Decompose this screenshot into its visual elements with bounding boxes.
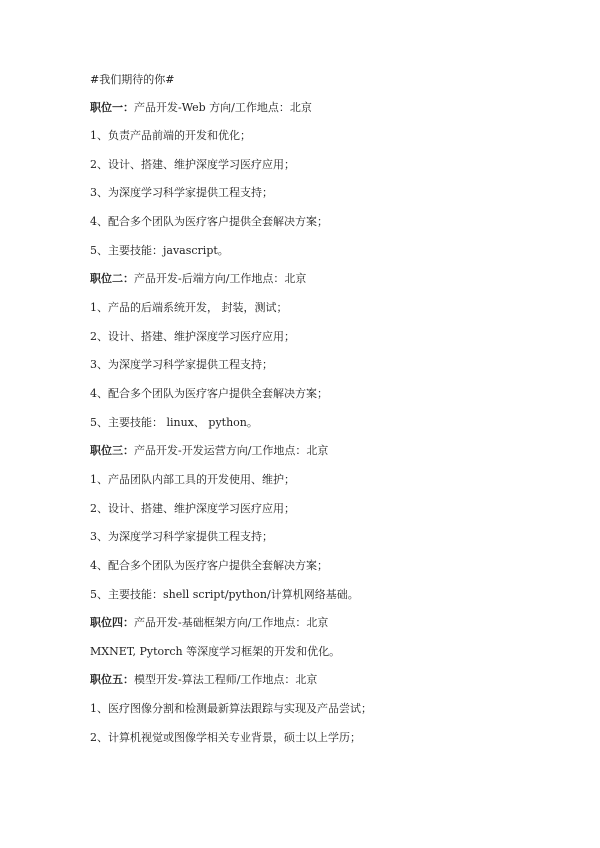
job-detail: 产品开发-后端方向/工作地点：北京 bbox=[134, 272, 307, 285]
job-item: 3、为深度学习科学家提供工程支持； bbox=[90, 358, 273, 371]
job-item: 1、医疗图像分割和检测最新算法跟踪与实现及产品尝试； bbox=[90, 702, 372, 715]
job-detail: 模型开发-算法工程师/工作地点：北京 bbox=[134, 673, 318, 686]
job-heading bbox=[90, 101, 312, 115]
job-item: 1、产品团队内部工具的开发使用、维护； bbox=[90, 473, 295, 486]
job-item: 3、为深度学习科学家提供工程支持； bbox=[90, 530, 273, 543]
job-item: 2、计算机视觉或图像学相关专业背景，硕士以上学历； bbox=[90, 731, 361, 744]
job-heading bbox=[90, 673, 317, 687]
job-item: 5、主要技能：javascript。 bbox=[90, 244, 229, 257]
job-item: 5、主要技能： linux、 python。 bbox=[90, 416, 258, 429]
job-item: 2、设计、搭建、维护深度学习医疗应用； bbox=[90, 330, 295, 343]
job-detail: 产品开发-开发运营方向/工作地点：北京 bbox=[134, 444, 329, 457]
job-title: 职位一： bbox=[90, 101, 134, 114]
job-item: 1、产品的后端系统开发， 封装，测试； bbox=[90, 301, 288, 314]
job-item: MXNET, Pytorch 等深度学习框架的开发和优化。 bbox=[90, 645, 341, 658]
job-item: 3、为深度学习科学家提供工程支持； bbox=[90, 186, 273, 199]
job-heading bbox=[90, 444, 328, 458]
intro-line: #我们期待的你# bbox=[90, 73, 175, 86]
job-heading bbox=[90, 272, 306, 286]
job-detail: 产品开发-基础框架方向/工作地点：北京 bbox=[134, 616, 329, 629]
job-title: 职位三： bbox=[90, 444, 134, 457]
job-item: 2、设计、搭建、维护深度学习医疗应用； bbox=[90, 502, 295, 515]
job-item: 2、设计、搭建、维护深度学习医疗应用； bbox=[90, 158, 295, 171]
job-title: 职位四： bbox=[90, 616, 134, 629]
job-heading bbox=[90, 616, 328, 630]
job-item: 4、配合多个团队为医疗客户提供全套解决方案； bbox=[90, 387, 328, 400]
job-item: 4、配合多个团队为医疗客户提供全套解决方案； bbox=[90, 215, 328, 228]
job-title: 职位五： bbox=[90, 673, 134, 686]
job-item: 4、配合多个团队为医疗客户提供全套解决方案； bbox=[90, 559, 328, 572]
job-detail: 产品开发-Web 方向/工作地点：北京 bbox=[134, 101, 312, 114]
job-item: 1、负责产品前端的开发和优化； bbox=[90, 129, 251, 142]
job-title: 职位二： bbox=[90, 272, 134, 285]
job-item: 5、主要技能：shell script/python/计算机网络基础。 bbox=[90, 588, 359, 601]
